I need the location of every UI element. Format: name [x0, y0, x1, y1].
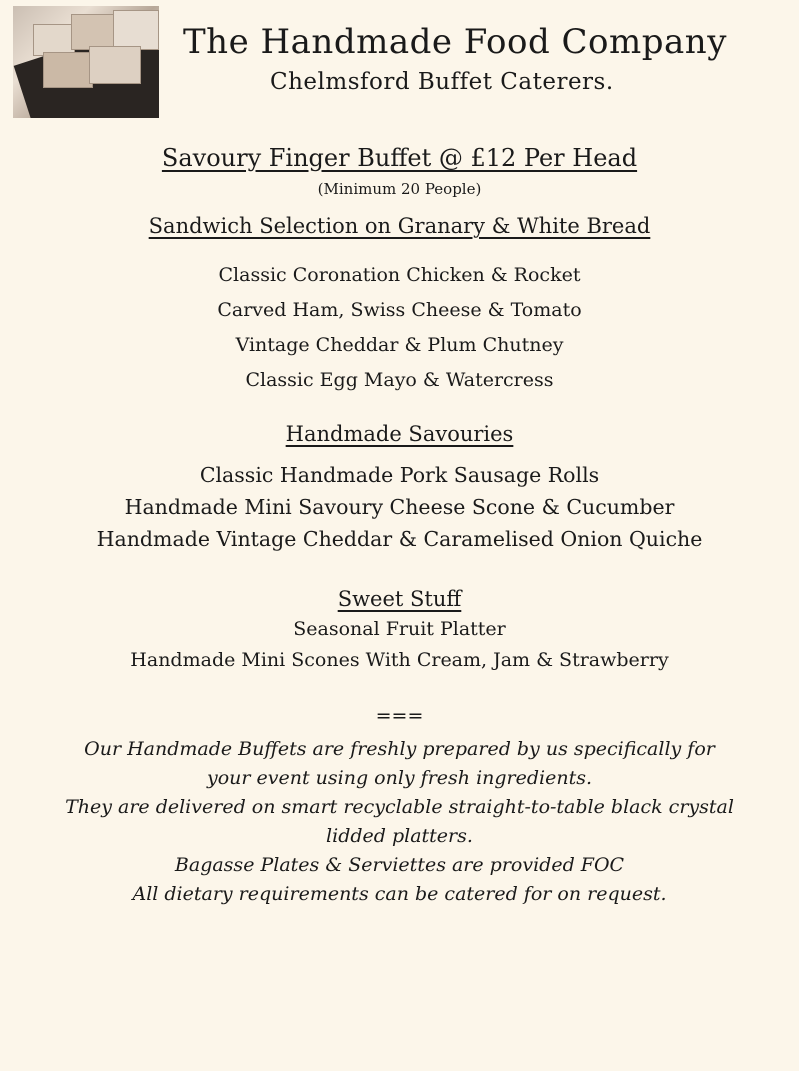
footer-line: Bagasse Plates & Serviettes are provided FOC [174, 854, 625, 876]
sandwich-platter-photo [13, 6, 159, 118]
minimum-guests: (Minimum 20 People) [317, 180, 482, 198]
menu-item: Carved Ham, Swiss Cheese & Tomato [217, 299, 582, 321]
footer-line: They are delivered on smart recyclable straight-to-table black crystal [65, 796, 734, 818]
footer-line: lidded platters. [326, 825, 473, 847]
company-name: The Handmade Food Company [183, 22, 727, 62]
section-heading-sweet: Sweet Stuff [337, 587, 462, 611]
menu-item: Handmade Vintage Cheddar & Caramelised Onion Quiche [96, 527, 703, 551]
section-heading-savouries: Handmade Savouries [285, 422, 514, 446]
menu-item: Handmade Mini Savoury Cheese Scone & Cucumber [124, 495, 675, 519]
menu-item: Classic Coronation Chicken & Rocket [218, 264, 581, 286]
footer-line: your event using only fresh ingredients. [206, 767, 593, 789]
menu-item: Classic Handmade Pork Sausage Rolls [199, 463, 600, 487]
company-tagline: Chelmsford Buffet Caterers. [270, 69, 614, 95]
footer-line: All dietary requirements can be catered for on request. [132, 883, 667, 905]
separator: === [375, 705, 424, 727]
menu-title: Savoury Finger Buffet @ £12 Per Head [161, 144, 638, 172]
menu-item: Seasonal Fruit Platter [293, 618, 506, 640]
menu-item: Classic Egg Mayo & Watercress [245, 369, 554, 391]
menu-item: Vintage Cheddar & Plum Chutney [235, 334, 564, 356]
section-heading-sandwiches: Sandwich Selection on Granary & White Bread [148, 214, 651, 238]
menu-item: Handmade Mini Scones With Cream, Jam & Strawberry [130, 649, 669, 671]
footer-line: Our Handmade Buffets are freshly prepared by us specifically for [84, 738, 715, 760]
